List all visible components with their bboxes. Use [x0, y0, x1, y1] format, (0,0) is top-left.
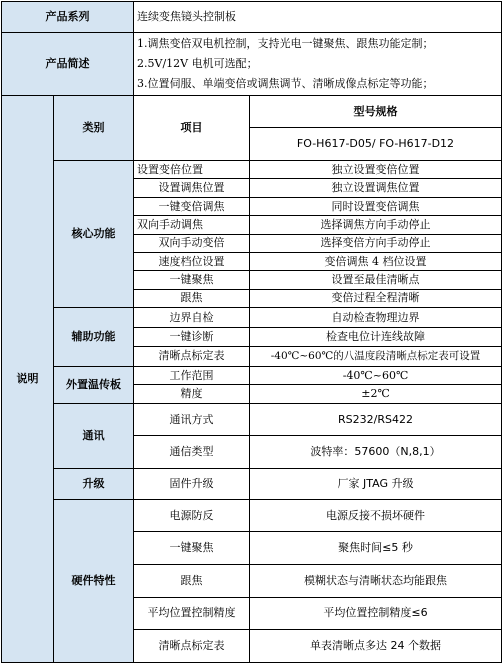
table-row	[2, 161, 502, 179]
core-item: 双向手动变倍	[134, 234, 250, 252]
aux-spec: 检查电位计连线故障	[250, 328, 502, 346]
category-header: 类别	[54, 95, 134, 160]
upgrade-item: 固件升级	[134, 469, 250, 500]
comm-category: 通讯	[54, 403, 134, 468]
overview-label: 产品简述	[2, 32, 134, 95]
hardware-spec: 模糊状态与清晰状态均能跟焦	[250, 565, 502, 598]
temp-spec: -40℃~60℃	[250, 367, 502, 385]
temp-spec: ±2℃	[250, 385, 502, 403]
item-header: 项目	[134, 95, 250, 160]
hardware-category: 硬件特性	[54, 499, 134, 662]
hardware-spec: 单表清晰点多达 24 个数据	[250, 630, 502, 663]
overview-line-3: 3.位置伺服、单端变倍或调焦调节、清晰成像点标定等功能；	[137, 76, 434, 90]
hardware-item: 清晰点标定表	[134, 630, 250, 663]
hardware-spec: 平均位置控制精度≤6	[250, 597, 502, 630]
aux-spec: 自动检查物理边界	[250, 307, 502, 327]
overview-text	[134, 32, 502, 95]
model-header: 型号规格	[250, 95, 502, 128]
series-label: 产品系列	[2, 2, 134, 33]
comm-spec: 波特率：57600（N,8,1）	[250, 436, 502, 469]
product-spec-table	[1, 1, 502, 663]
temp-item: 工作范围	[134, 367, 250, 385]
upgrade-spec: 厂家 JTAG 升级	[250, 469, 502, 500]
table-row	[2, 499, 502, 532]
upgrade-category: 升级	[54, 469, 134, 500]
comm-item: 通讯方式	[134, 403, 250, 436]
comm-spec: RS232/RS422	[250, 403, 502, 436]
row-product-overview	[2, 32, 502, 95]
core-spec: 同时设置变倍调焦	[250, 197, 502, 215]
hardware-spec: 电源反接不损坏硬件	[250, 499, 502, 532]
core-item: 设置调焦位置	[134, 179, 250, 197]
aux-spec: -40℃~60℃的八温度段清晰点标定表可设置	[250, 346, 502, 366]
temp-category: 外置温传板	[54, 367, 134, 404]
table-row	[2, 367, 502, 385]
series-value: 连续变焦镜头控制板	[134, 2, 502, 33]
core-item: 一键聚焦	[134, 271, 250, 289]
aux-item: 边界自检	[134, 307, 250, 327]
aux-item: 清晰点标定表	[134, 346, 250, 366]
aux-category: 辅助功能	[54, 307, 134, 366]
table-row	[2, 403, 502, 436]
core-item: 一键变倍调焦	[134, 197, 250, 215]
core-spec: 变倍过程全程清晰	[250, 289, 502, 307]
core-item: 速度档位设置	[134, 252, 250, 270]
table-row	[2, 307, 502, 327]
hardware-item: 电源防反	[134, 499, 250, 532]
description-label: 说明	[2, 95, 54, 662]
hardware-item: 平均位置控制精度	[134, 597, 250, 630]
row-header-model	[2, 95, 502, 128]
core-spec: 选择调焦方向手动停止	[250, 216, 502, 234]
core-item: 跟焦	[134, 289, 250, 307]
core-item: 设置变倍位置	[134, 161, 250, 179]
overview-line-1: 1.调焦变倍双电机控制，支持光电一键聚焦、跟焦功能定制；	[137, 36, 434, 50]
core-spec: 变倍调焦 4 档位设置	[250, 252, 502, 270]
core-spec: 独立设置调焦位置	[250, 179, 502, 197]
row-product-series	[2, 2, 502, 33]
core-category: 核心功能	[54, 161, 134, 308]
comm-item: 通信类型	[134, 436, 250, 469]
core-spec: 选择变倍方向手动停止	[250, 234, 502, 252]
temp-item: 精度	[134, 385, 250, 403]
aux-item: 一键诊断	[134, 328, 250, 346]
hardware-item: 跟焦	[134, 565, 250, 598]
overview-line-2: 2.5V/12V 电机可选配；	[137, 56, 258, 70]
hardware-item: 一键聚焦	[134, 532, 250, 565]
table-row	[2, 469, 502, 500]
core-spec: 设置至最佳清晰点	[250, 271, 502, 289]
core-spec: 独立设置变倍位置	[250, 161, 502, 179]
core-item: 双向手动调焦	[134, 216, 250, 234]
hardware-spec: 聚焦时间≤5 秒	[250, 532, 502, 565]
model-value: FO-H617-D05/ FO-H617-D12	[250, 128, 502, 161]
